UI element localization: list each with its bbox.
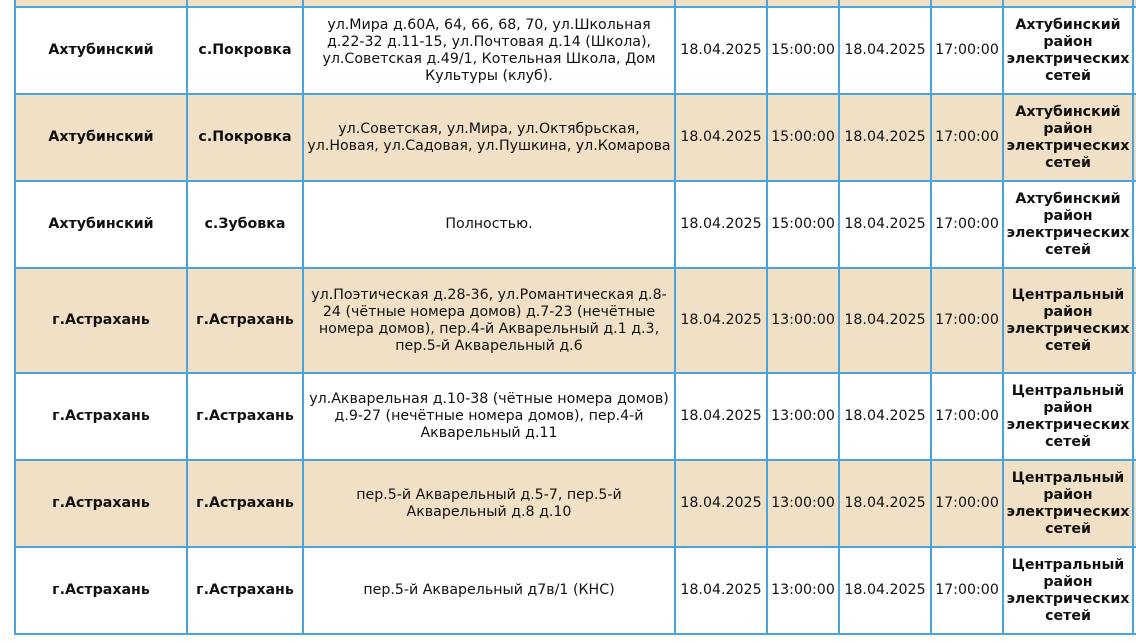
end-date-cell: 18.04.2025 [839, 94, 931, 181]
res-cell: Ахтубинский район электрических сетей [1003, 94, 1133, 181]
res-cell: Центральный район электрических сетей [1003, 373, 1133, 460]
address-cell: пер.5-й Акварельный д7в/1 (КНС) [303, 547, 675, 634]
res-cell: Ахтубинский район электрических сетей [1003, 181, 1133, 268]
start-time-cell: 15:00:00 [767, 181, 839, 268]
start-date-cell: 18.04.2025 [675, 268, 767, 373]
res-cell: Ахтубинский район электрических сетей [1003, 7, 1133, 94]
address-cell: ул.Акварельная д.10-38 (чётные номера домов) д.9-27 (нечётные номера домов), пер.4-й Акварельный д.11 [303, 373, 675, 460]
address-cell: Полностью. [303, 181, 675, 268]
start-time-cell: 13:00:00 [767, 373, 839, 460]
start-time-cell: 13:00:00 [767, 268, 839, 373]
start-date-cell: 18.04.2025 [675, 181, 767, 268]
table-row [15, 7, 1136, 94]
end-date-cell: 18.04.2025 [839, 268, 931, 373]
res-cell: Центральный район электрических сетей [1003, 460, 1133, 547]
table-row-partial [15, 0, 1136, 7]
res-cell: Центральный район электрических сетей [1003, 547, 1133, 634]
end-date-cell: 18.04.2025 [839, 547, 931, 634]
district-cell: Ахтубинский [15, 181, 187, 268]
district-cell: Ахтубинский [15, 94, 187, 181]
end-date-cell: 18.04.2025 [839, 373, 931, 460]
end-time-cell: 17:00:00 [931, 181, 1003, 268]
district-cell: г.Астрахань [15, 460, 187, 547]
outage-schedule-table [14, 0, 1136, 635]
locality-cell: г.Астрахань [187, 268, 303, 373]
start-time-cell: 15:00:00 [767, 94, 839, 181]
table-row [15, 94, 1136, 181]
table-row [15, 547, 1136, 634]
start-date-cell: 18.04.2025 [675, 373, 767, 460]
end-time-cell: 17:00:00 [931, 268, 1003, 373]
locality-cell: с.Покровка [187, 7, 303, 94]
locality-cell: г.Астрахань [187, 373, 303, 460]
start-date-cell: 18.04.2025 [675, 7, 767, 94]
res-cell: Центральный район электрических сетей [1003, 268, 1133, 373]
locality-cell: г.Астрахань [187, 460, 303, 547]
start-date-cell: 18.04.2025 [675, 547, 767, 634]
end-date-cell: 18.04.2025 [839, 181, 931, 268]
table-row [15, 268, 1136, 373]
table-row [15, 373, 1136, 460]
start-time-cell: 13:00:00 [767, 460, 839, 547]
district-cell: Ахтубинский [15, 7, 187, 94]
end-time-cell: 17:00:00 [931, 547, 1003, 634]
address-cell: ул.Поэтическая д.28-36, ул.Романтическая д.8-24 (чётные номера домов) д.7-23 (нечётные номера домов), пер.4-й Акварельный д.1 д.3, пер.5-й Акварельный д.6 [303, 268, 675, 373]
address-cell: ул.Мира д.60А, 64, 66, 68, 70, ул.Школьная д.22-32 д.11-15, ул.Почтовая д.14 (Школа), ул.Советская д.49/1, Котельная Школа, Дом Культуры (клуб). [303, 7, 675, 94]
start-time-cell: 13:00:00 [767, 547, 839, 634]
locality-cell: с.Зубовка [187, 181, 303, 268]
end-time-cell: 17:00:00 [931, 7, 1003, 94]
end-time-cell: 17:00:00 [931, 373, 1003, 460]
table-row [15, 181, 1136, 268]
table-row [15, 460, 1136, 547]
address-cell: пер.5-й Акварельный д.5-7, пер.5-й Акварельный д.8 д.10 [303, 460, 675, 547]
start-date-cell: 18.04.2025 [675, 94, 767, 181]
district-cell: г.Астрахань [15, 547, 187, 634]
address-cell: ул.Советская, ул.Мира, ул.Октябрьская, ул.Новая, ул.Садовая, ул.Пушкина, ул.Комарова [303, 94, 675, 181]
start-time-cell: 15:00:00 [767, 7, 839, 94]
locality-cell: с.Покровка [187, 94, 303, 181]
start-date-cell: 18.04.2025 [675, 460, 767, 547]
district-cell: г.Астрахань [15, 268, 187, 373]
end-time-cell: 17:00:00 [931, 460, 1003, 547]
locality-cell: г.Астрахань [187, 547, 303, 634]
district-cell: г.Астрахань [15, 373, 187, 460]
end-time-cell: 17:00:00 [931, 94, 1003, 181]
end-date-cell: 18.04.2025 [839, 460, 931, 547]
end-date-cell: 18.04.2025 [839, 7, 931, 94]
